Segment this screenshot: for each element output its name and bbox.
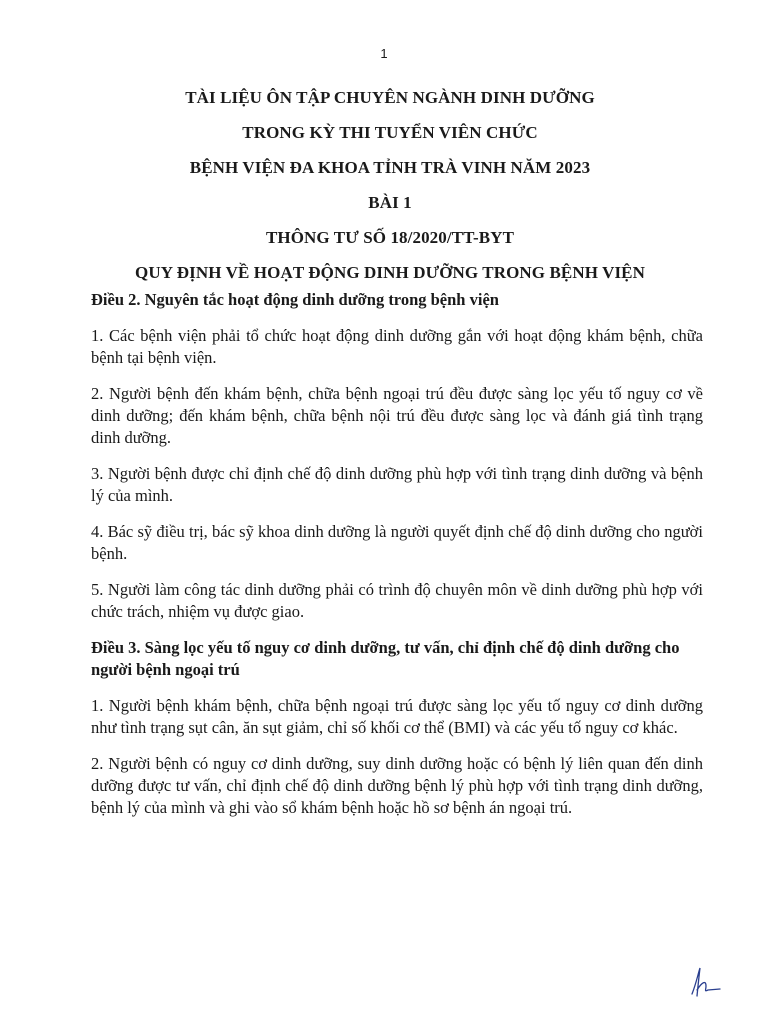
title-line: TÀI LIỆU ÔN TẬP CHUYÊN NGÀNH DINH DƯỠNG xyxy=(185,88,595,107)
circular-title: QUY ĐỊNH VỀ HOẠT ĐỘNG DINH DƯỠNG TRONG BỆNH VIỆN xyxy=(135,263,645,282)
lesson-label: BÀI 1 xyxy=(368,193,412,212)
article-3-item: 2. Người bệnh có nguy cơ dinh dưỡng, suy dinh dưỡng hoặc có bệnh lý liên quan đến dinh dưỡng được tư vấn, chỉ định chế độ dinh dưỡng bệnh lý phù hợp với tình trạng dinh dưỡng, bệnh lý của mình và ghi vào sổ khám bệnh hoặc hồ sơ bệnh án ngoại trú. xyxy=(91,754,703,817)
article-2-heading: Điều 2. Nguyên tắc hoạt động dinh dưỡng trong bệnh viện xyxy=(91,290,499,309)
circular-number: THÔNG TƯ SỐ 18/2020/TT-BYT xyxy=(265,228,515,247)
title-line: BỆNH VIỆN ĐA KHOA TỈNH TRÀ VINH NĂM 2023 xyxy=(189,158,591,177)
document-body xyxy=(91,289,703,833)
page-number: 1 xyxy=(380,46,388,61)
article-3-heading: Điều 3. Sàng lọc yếu tố nguy cơ dinh dưỡng, tư vấn, chỉ định chế độ dinh dưỡng cho người bệnh ngoại trú xyxy=(91,638,680,679)
article-2-item: 5. Người làm công tác dinh dưỡng phải có trình độ chuyên môn về dinh dưỡng phù hợp với chức trách, nhiệm vụ được giao. xyxy=(91,580,703,621)
article-2-item: 2. Người bệnh đến khám bệnh, chữa bệnh ngoại trú đều được sàng lọc yếu tố nguy cơ về dinh dưỡng; đến khám bệnh, chữa bệnh nội trú đều được sàng lọc và đánh giá tình trạng dinh dưỡng. xyxy=(91,384,703,447)
signature-icon xyxy=(684,964,724,1000)
title-line: TRONG KỲ THI TUYỂN VIÊN CHỨC xyxy=(242,123,538,142)
article-3-item: 1. Người bệnh khám bệnh, chữa bệnh ngoại trú được sàng lọc yếu tố nguy cơ dinh dưỡng như tình trạng sụt cân, ăn sụt giảm, chỉ số khối cơ thể (BMI) và các yếu tố nguy cơ khác. xyxy=(91,696,703,737)
article-2-item: 1. Các bệnh viện phải tổ chức hoạt động dinh dưỡng gắn với hoạt động khám bệnh, chữa bệnh tại bệnh viện. xyxy=(91,326,703,367)
document-title xyxy=(60,88,720,298)
article-2-item: 3. Người bệnh được chỉ định chế độ dinh dưỡng phù hợp với tình trạng dinh dưỡng và bệnh lý của mình. xyxy=(91,464,703,505)
article-2-item: 4. Bác sỹ điều trị, bác sỹ khoa dinh dưỡng là người quyết định chế độ dinh dưỡng cho người bệnh. xyxy=(91,522,703,563)
